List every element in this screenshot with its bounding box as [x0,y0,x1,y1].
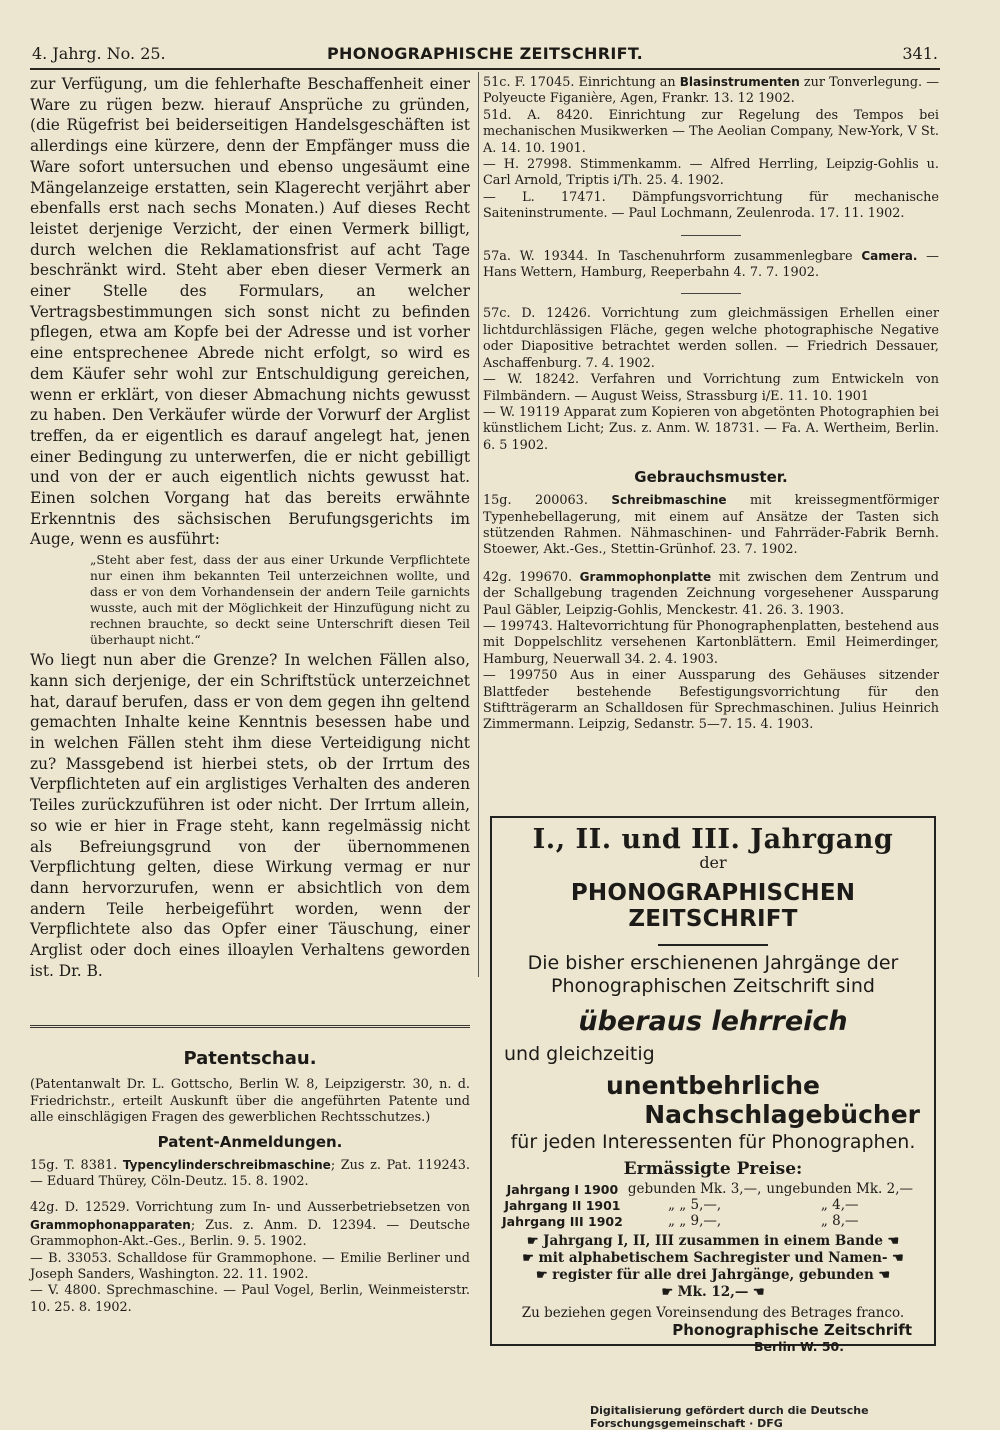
pointing-hand-icon: ☚ [887,1251,904,1266]
issue-label: 4. Jahrg. No. 25. [32,44,166,63]
ad-big-word-2: Nachschlagebücher [644,1100,920,1129]
article-quote: „Steht aber fest, dass der aus einer Urkunde Verpflichtete nur einen ihm bekannten Teil unterzeichnen wollte, und dass er von dem Vorhandensein der andern Teile garnichts wusste, auch mit der Möglichkeit der Hinzufügung nicht zu rechnen brauchte, so deckt seine Unterschrift diesen Teil überhaupt nicht.“ [90,553,470,648]
price-row: Jahrgang III 1902 „ „ 9,—, „ 8,— [502,1213,859,1229]
ad-publisher: Phonographische Zeitschrift [672,1321,912,1339]
journal-title: PHONOGRAPHISCHE ZEITSCHRIFT. [327,44,643,63]
patent-entry: — B. 33053. Schalldose für Grammophone. — Emilie Berliner und Joseph Sanders, Washington. 22. 11. 1902. [30,1250,470,1283]
utility-entry: — 199750 Aus in einer Aussparung des Gehäuses sitzender Blattfeder bestehende Befestigungsvorrichtung für den Stiftträgerarm an Schalldosen für Sprechmaschinen. Julius Heinrich Zimmermann. Leipzig, Sedanstr. 5—7. 15. 4. 1903. [483,668,939,733]
right-column [483,74,939,734]
ad-journal-name: PHONOGRAPHISCHEN ZEITSCHRIFT [570,880,856,932]
utility-entry: — 199743. Haltevorrichtung für Phonographenplatten, bestehend aus mit Doppelschlitz versehenen Kartonblättern. Emil Heimerdinger, Hamburg, Neuerwall 34. 2. 4. 1903. [483,618,939,667]
advertisement-box [490,816,936,1354]
entry-divider [681,235,741,236]
page-number: 341. [902,44,938,63]
ad-big-word-1: unentbehrliche [606,1071,820,1100]
ad-city: Berlin W. 50. [753,1339,844,1354]
pointing-hand-icon: ☛ [661,1285,678,1300]
ad-line-3: und gleichzeitig [504,1043,655,1065]
pointing-hand-icon: ☛ [526,1234,544,1249]
pointing-hand-icon: ☚ [873,1268,890,1283]
ad-order-note: Zu beziehen gegen Voreinsendung des Betrages franco. [521,1305,905,1321]
ad-highlight: überaus lehrreich [578,1006,848,1037]
patentschau-heading: Patentschau. [183,1048,317,1070]
header-rule [30,68,940,70]
utility-entry: 15g. 200063. Schreibmaschine mit kreissegmentförmiger Typenhebellagerung, mit einem auf Ansätze der Tasten sich stützenden Rahmen. Nähmaschinen- und Fahrräder-Fabrik Bernh. Stoewer, Akt.-Ges., Stettin-Grünhof. 23. 7. 1902. [483,493,939,558]
price-row: Jahrgang II 1901 „ „ 5,—, „ 4,— [504,1197,859,1213]
patent-entry: — L. 17471. Dämpfungsvorrichtung für mechanische Saiteninstrumente. — Paul Lochmann, Zeulenroda. 17. 11. 1902. [483,189,939,222]
pointing-hand-icon: ☛ [522,1251,539,1266]
patent-anmeldungen-heading: Patent-Anmeldungen. [157,1132,343,1151]
ad-prices-title: Ermässigte Preise: [623,1159,803,1179]
utility-entry: 42g. 199670. Grammophonplatte mit zwischen dem Zentrum und der Schallgebung tragenden Zeichnung vorgesehener Aussparung Paul Gäbler, Leipzig-Gohlis, Menckestr. 41. 26. 3. 1903. [483,569,939,618]
patent-entry: — W. 19119 Apparat zum Kopieren von abgetönten Photographien bei künstlichem Licht; Zus. z. Anm. W. 18731. — Fa. A. Wertheim, Berlin. 6. 5 1902. [483,404,939,453]
ad-line-4: für jeden Interessenten für Phonographen. [510,1131,916,1153]
article-paragraph-2: Wo liegt nun aber die Grenze? In welchen Fällen also, kann sich derjenige, der ein Schriftstück unterzeichnet hat, darauf berufen, dass er von dem gegen ihn geltend gemachten Inhalte keine Kenntnis besessen habe und in welchen Fällen steht ihm diese Verteidigung nicht zu? Massgebend ist hierbei stets, ob der Irrtum des Verpflichteten auf ein arglistiges Verhalten des anderen Teiles zurückzuführen ist oder nicht. Der Irrtum allein, so wie er hier in Frage steht, kann regelmässig nicht als Befreiungsgrund von der übernommenen Verpflichtung gelten, diese Wirkung vermag er nur dann hervorzurufen, wenn er absichtlich von dem andern Teile herbeigeführt worden, wenn der Verpflichtete also das Opfer einer Täuschung, einer Arglist oder doch eines illoaylen Verhaltens geworden ist. Dr. B. [30,651,470,980]
ad-offer: ☛ Jahrgang I, II, III zusammen in einem Bande ☚ ☛ mit alphabetischem Sachregister und Namen- ☚ ☛ register für alle drei Jahrgänge, gebunden ☚ ☛ Mk. 12,— ☚ [522,1233,904,1300]
patent-entry: 57a. W. 19344. In Taschenuhrform zusammenlegbare Camera. — Hans Wettern, Hamburg, Reeperbahn 4. 7. 7. 1902. [483,248,939,281]
pointing-hand-icon: ☚ [748,1285,765,1300]
ad-rule [658,944,768,946]
article-paragraph-1: zur Verfügung, um die fehlerhafte Beschaffenheit einer Ware zu rügen bezw. hierauf Ansprüche zu gründen, (die Rügefrist bei beiderseitigen Handelsgeschäften ist allerdings eine kürzere, denn der Empfänger muss die Ware sofort untersuchen und ebenso ungesäumt eine Mängelanzeige erstatten, sein Klagerecht verjährt aber ebenfalls erst nach sechs Monaten.) Auf dieses Recht leistet derjenige Verzicht, der einen Vermerk billigt, durch welchen die Reklamationsfrist auf acht Tage beschränkt wird. Steht aber eben dieser Vermerk an einer Stelle des Formulars, an welcher Vertragsbestimmungen sich sonst nicht zu befinden pflegen, etwa am Kopfe bei der Adresse und ist vorher eine entsprechenee Abrede nicht erfolgt, so wird es dem Käufer sehr wohl zur Entschuldigung gereichen, wenn er erklärt, von dieser Abmachung nichts gewusst zu haben. Den Verkäufer würde der Vorwurf der Arglist treffen, da er eigentlich es darauf angelegt hat, jenen einer Bedingung zu unterwerfen, die er nicht gebilligt und von der er auch eigentlich nichts gewusst hat. Einen solchen Vorgang hat das bereits erwähnte Erkenntnis des sächsischen Berufungsgerichts im Auge, wenn es ausführt: [30,75,470,549]
section-divider [30,1025,470,1028]
entry-divider [681,293,741,294]
price-table [502,1181,918,1229]
patent-entry: — V. 4800. Sprechmaschine. — Paul Vogel, Berlin, Weinmeisterstr. 10. 25. 8. 1902. [30,1283,470,1315]
gebrauchsmuster-heading: Gebrauchsmuster. [634,468,788,487]
page-header [32,44,938,68]
ad-title: I., II. und III. Jahrgang [532,824,894,855]
patent-entry: — H. 27998. Stimmenkamm. — Alfred Herrling, Leipzig-Gohlis u. Carl Arnold, Triptis i/Th. 25. 4. 1902. [483,157,939,189]
pointing-hand-icon: ☛ [535,1268,553,1283]
digitization-footer: Digitalisierung gefördert durch die Deutsche Forschungsgemeinschaft · DFG [590,1404,869,1430]
patent-entry: 51c. F. 17045. Einrichtung an Blasinstrumenten zur Tonverlegung. — Polyeucte Figanière, Agen, Frankr. 13. 12 1902. [483,75,939,107]
patent-entry: 57c. D. 12426. Vorrichtung zum gleichmässigen Erhellen einer lichtdurchlässigen Fläche, gegen welche photographische Negative oder Diapositive betrachtet werden sollen. — Friedrich Dessauer, Aschaffenburg. 7. 4. 1902. [483,306,939,371]
ad-line-1: Die bisher erschienenen Jahrgänge der [527,952,899,974]
column-divider [478,72,479,977]
pointing-hand-icon: ☚ [882,1234,900,1249]
ad-der: der [699,853,727,872]
left-column [30,74,470,1316]
patentschau-intro: (Patentanwalt Dr. L. Gottscho, Berlin W. 8, Leipzigerstr. 30, n. d. Friedrichstr., erteilt Auskunft über die angeführten Patente und alle einschlägigen Fragen des gewerblichen Rechtsschutzes.) [30,1077,470,1126]
patent-entry: 51d. A. 8420. Einrichtung zur Regelung des Tempos bei mechanischen Musikwerken — The Aeolian Company, New-York, V St. A. 14. 10. 1901. [483,107,939,156]
patent-entry: — W. 18242. Verfahren und Vorrichtung zum Entwickeln von Filmbändern. — August Weiss, Strassburg i/E. 11. 10. 1901 [483,372,939,404]
patent-entry: 15g. T. 8381. Typencylinderschreibmaschine; Zus z. Pat. 119243. — Eduard Thürey, Cöln-Deutz. 15. 8. 1902. [30,1157,471,1190]
patent-entry: 42g. D. 12529. Vorrichtung zum In- und Ausserbetriebsetzen von Grammophonapparaten; Zus. z. Anm. D. 12394. — Deutsche Grammophon-Akt.-Ges., Berlin. 9. 5. 1902. [30,1200,470,1250]
ad-line-2: Phonographischen Zeitschrift sind [551,975,875,997]
price-row: Jahrgang I 1900 gebunden Mk. 3,—, ungebunden Mk. 2,— [506,1181,914,1197]
